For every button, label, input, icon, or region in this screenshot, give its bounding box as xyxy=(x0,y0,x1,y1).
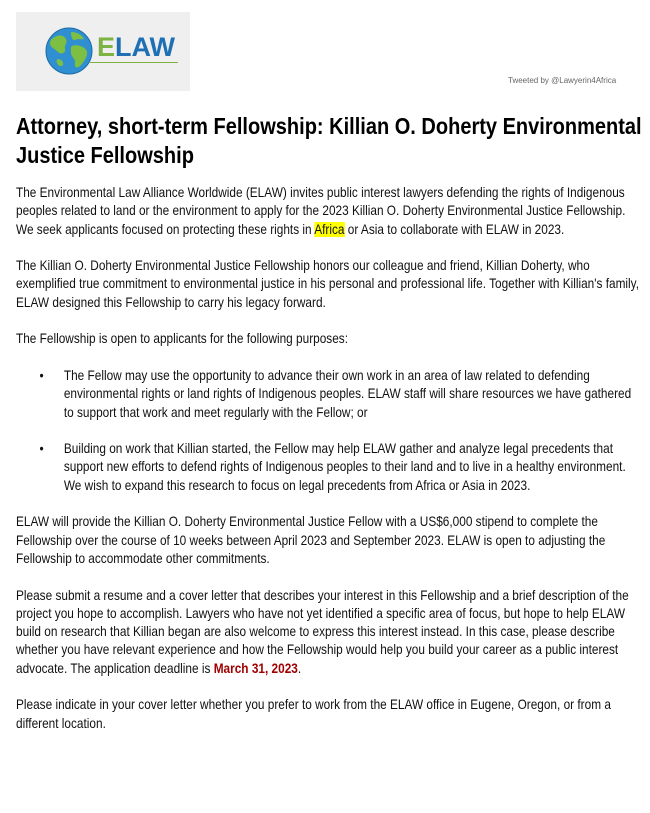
logo-underline xyxy=(90,62,178,63)
stipend-paragraph: ELAW will provide the Killian O. Doherty Environmental Justice Fellow with a US$6,000 stipend to complete the Fellowship over the course of 10 weeks between April 2023 and September 2023. ELAW is open to adjusting the Fellowship to accommodate other commitments. xyxy=(16,514,606,566)
bullet-icon: • xyxy=(39,441,44,457)
purposes-intro: The Fellowship is open to applicants for the following purposes: xyxy=(16,331,349,347)
article-body xyxy=(16,112,642,751)
list-item: • Building on work that Killian started, the Fellow may help ELAW gather and analyze legal precedents that support new efforts to defend rights of Indigenous peoples to their land and to live in a healthy environment. We wish to expand this research to focus on legal precedents from Africa or Asia in 2023. xyxy=(39,441,626,493)
tweeted-by-credit: Tweeted by @Lawyerin4Africa xyxy=(508,76,617,85)
deadline-date: March 31, 2023 xyxy=(213,660,298,676)
application-paragraph: Please submit a resume and a cover letter that describes your interest in this Fellowship and a brief description of the project you hope to accomplish. Lawyers who have not yet identified a specific area of focus, but hope to help ELAW build on research that Killian began are also welcome to express this interest instead. In this case, please describe whether you have relevant experience and how the Fellowship would help you build your career as a public interest advocate. The application deadline is March 31, 2023. xyxy=(16,587,629,676)
intro-paragraph: The Environmental Law Alliance Worldwide (ELAW) invites public interest lawyers defending the rights of Indigenous peoples related to land or the environment to apply for the 2023 Killian O. Doherty Environmental Justice Fellowship. We seek applicants focused on protecting these rights in Africa or Asia to collaborate with ELAW in 2023. xyxy=(16,185,626,237)
logo-wordmark: ELAW xyxy=(97,32,176,62)
bullet-icon: • xyxy=(39,367,44,383)
globe-icon xyxy=(44,26,94,76)
purposes-list xyxy=(16,367,644,495)
elaw-logo xyxy=(16,12,190,91)
location-paragraph: Please indicate in your cover letter whether you prefer to work from the ELAW office in Eugene, Oregon, or from a different location. xyxy=(16,697,611,731)
list-item: • The Fellow may use the opportunity to advance their own work in an area of law related to defending environmental rights or land rights of Indigenous peoples. ELAW staff will share resources we have gathered to support that work and meet regularly with the Fellow; or xyxy=(39,367,632,420)
page-title: Attorney, short-term Fellowship: Killian O. Doherty Environmental Justice Fellowship xyxy=(16,113,642,168)
highlighted-word: Africa xyxy=(314,221,345,237)
tribute-paragraph: The Killian O. Doherty Environmental Justice Fellowship honors our colleague and friend, Killian Doherty, who exemplified true commitment to environmental justice in his personal and professional life. Together with Killian's family, ELAW designed this Fellowship to carry his legacy forward. xyxy=(16,258,640,310)
